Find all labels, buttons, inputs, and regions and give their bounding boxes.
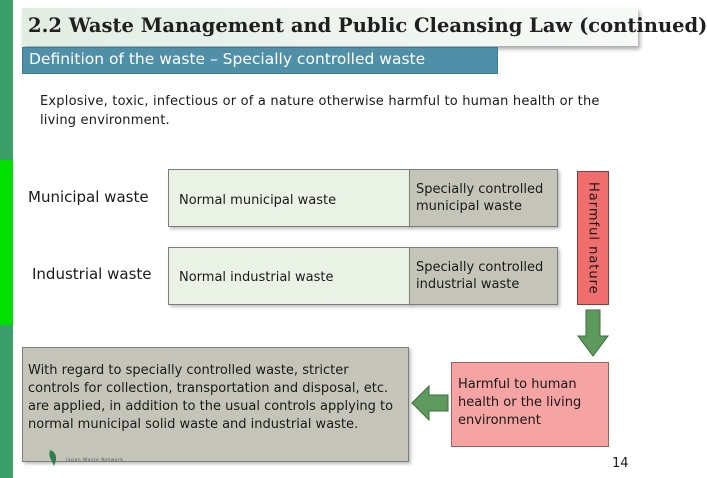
arrow-left-icon (412, 386, 448, 420)
harmful-nature-label: Harmful nature (585, 181, 601, 295)
special-industrial-line1: Specially controlled (416, 260, 544, 275)
slide-title: 2.2 Waste Management and Public Cleansing Law (continued) (28, 14, 707, 37)
logo-icon (46, 448, 62, 468)
row-label-municipal: Municipal waste (28, 188, 149, 206)
harmful-effect-text: Harmful to human health or the living environment (458, 377, 582, 428)
special-municipal-line1: Specially controlled (416, 182, 544, 197)
normal-industrial-label: Normal industrial waste (179, 270, 334, 285)
controls-text: With regard to specially controlled waste, stricter controls for collection, transportation and disposal, etc. are applied, in addition to the usual controls applying to normal municipal solid waste and industrial waste. (28, 363, 394, 432)
special-industrial-line2: industrial waste (416, 277, 520, 292)
normal-municipal-label: Normal municipal waste (179, 193, 337, 208)
arrow-down-icon (578, 310, 608, 356)
slide-subtitle: Definition of the waste – Specially controlled waste (29, 50, 426, 68)
page-number: 14 (612, 456, 629, 471)
harmful-nature-container (577, 171, 609, 305)
special-municipal-line2: municipal waste (416, 199, 522, 214)
sidebar-accent (0, 160, 13, 325)
logo-text: Japan Waste Network (66, 458, 124, 463)
row-label-industrial: Industrial waste (32, 265, 152, 283)
definition-description: Explosive, toxic, infectious or of a nature otherwise harmful to human health or the living environment. (40, 94, 600, 128)
